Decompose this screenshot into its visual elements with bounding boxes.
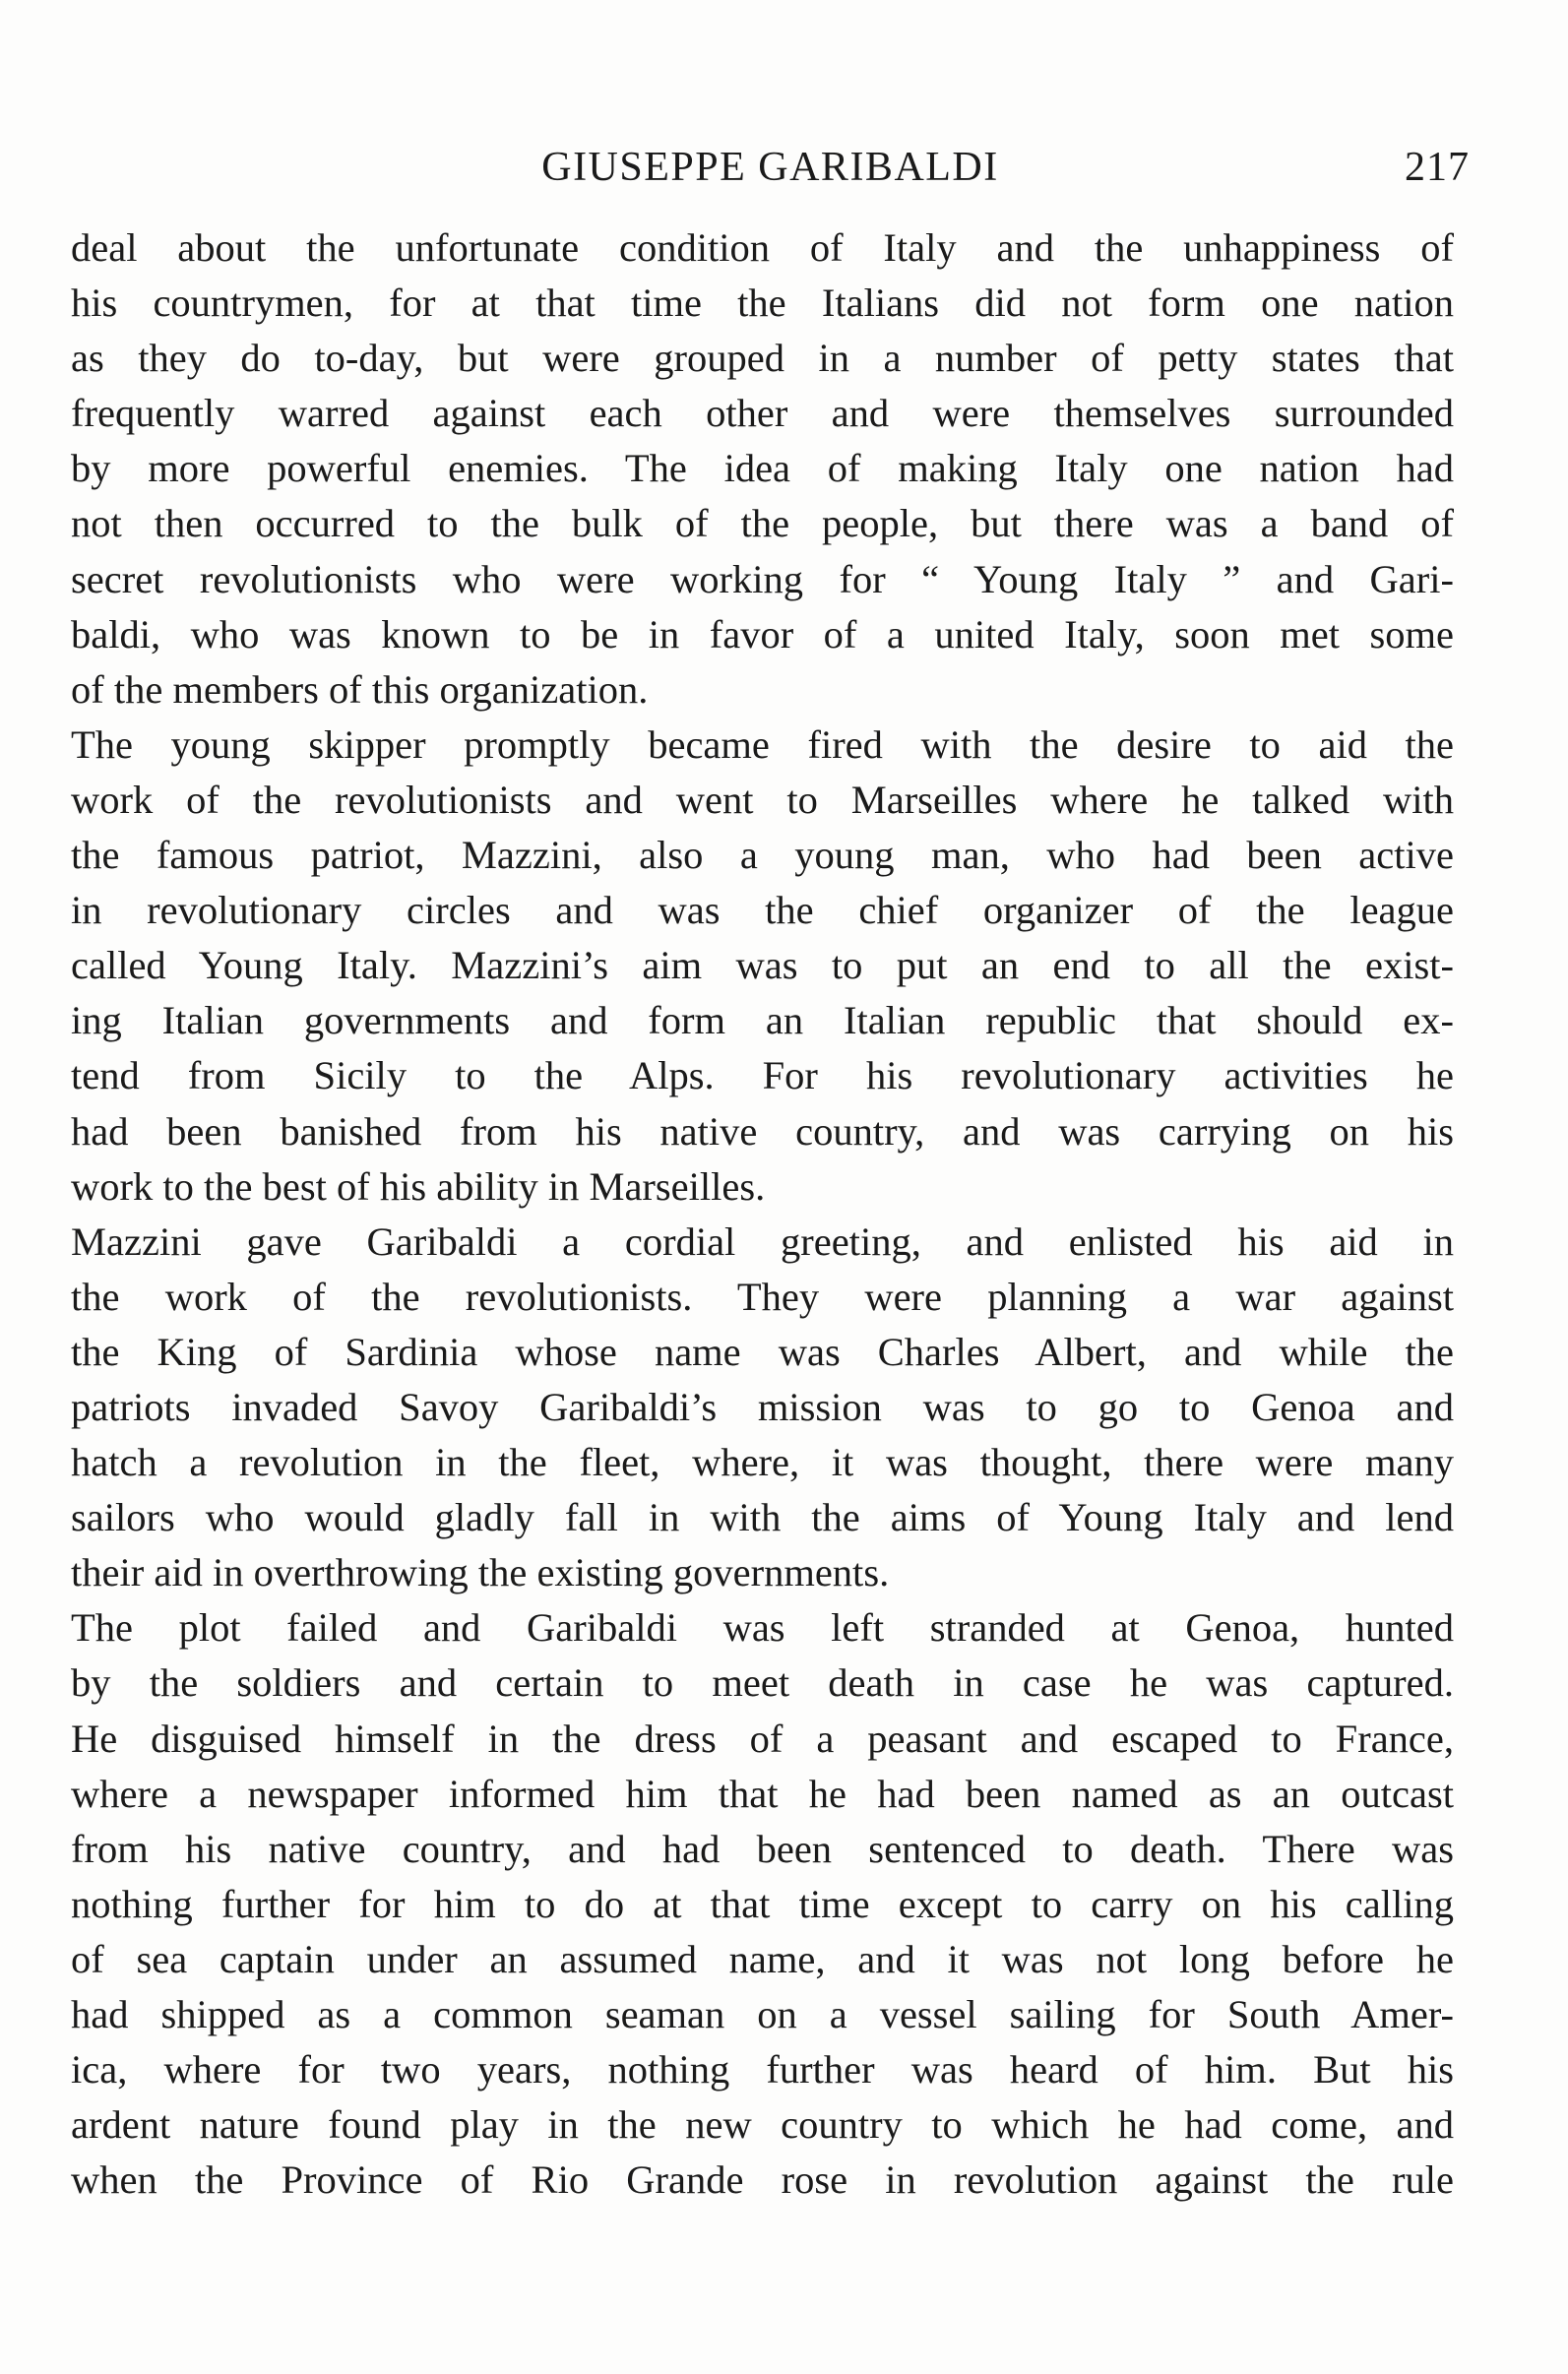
text-line: tend from Sicily to the Alps. For his revolutionary activities he (71, 1053, 1454, 1098)
text-line: work to the best of his ability in Marseilles. (71, 1163, 766, 1209)
text-line: his countrymen, for at that time the Italians did not form one nation (71, 281, 1454, 326)
text-line: the work of the revolutionists. They were planning a war against (71, 1274, 1454, 1319)
text-line: their aid in overthrowing the existing governments. (71, 1550, 890, 1595)
running-header (71, 138, 1470, 197)
text-line: had shipped as a common seaman on a vessel sailing for South Amer- (71, 1992, 1454, 2036)
text-line: in revolutionary circles and was the chief organizer of the league (71, 888, 1454, 933)
text-line: deal about the unfortunate condition of Italy and the unhappiness of (71, 225, 1454, 270)
running-title: GIUSEPPE GARIBALDI (541, 145, 999, 190)
paragraph-1 (71, 220, 1454, 718)
text-line: work of the revolutionists and went to Marseilles where he talked with (71, 777, 1454, 822)
page-number: 217 (1405, 145, 1470, 190)
text-line: as they do to-day, but were grouped in a number of petty states that (71, 336, 1454, 381)
body-text (71, 220, 1454, 2208)
text-line: when the Province of Rio Grande rose in revolution against the rule (71, 2157, 1454, 2203)
text-line: Mazzini gave Garibaldi a cordial greeting, and enlisted his aid in (71, 1218, 1454, 1264)
text-line: by the soldiers and certain to meet death in case he was captured. (71, 1660, 1454, 1706)
paragraph-3 (71, 1215, 1454, 1601)
text-line: baldi, who was known to be in favor of a united Italy, soon met some (71, 611, 1454, 656)
paragraph-4 (71, 1600, 1454, 2208)
text-line: where a newspaper informed him that he had been named as an outcast (71, 1771, 1454, 1816)
text-line: by more powerful enemies. The idea of making Italy one nation had (71, 446, 1454, 491)
text-line: from his native country, and had been sentenced to death. There was (71, 1826, 1454, 1871)
text-line: the famous patriot, Mazzini, also a young man, who had been active (71, 833, 1454, 878)
text-line: had been banished from his native country, and was carrying on his (71, 1108, 1454, 1154)
text-line: of the members of this organization. (71, 666, 649, 712)
text-line: The plot failed and Garibaldi was left stranded at Genoa, hunted (71, 1605, 1454, 1651)
text-line: not then occurred to the bulk of the people, but there was a band of (71, 501, 1454, 546)
text-line: He disguised himself in the dress of a peasant and escaped to France, (71, 1716, 1454, 1761)
text-line: patriots invaded Savoy Garibaldi’s mission was to go to Genoa and (71, 1384, 1454, 1429)
text-line: hatch a revolution in the fleet, where, it was thought, there were many (71, 1440, 1454, 1485)
text-line: of sea captain under an assumed name, and it was not long before he (71, 1936, 1454, 1981)
paragraph-2 (71, 718, 1454, 1215)
text-line: called Young Italy. Mazzini’s aim was to put an end to all the exist- (71, 943, 1454, 988)
text-line: the King of Sardinia whose name was Charles Albert, and while the (71, 1329, 1454, 1374)
text-line: ardent nature found play in the new country to which he had come, and (71, 2102, 1454, 2148)
text-line: frequently warred against each other and were themselves surrounded (71, 391, 1454, 436)
text-line: sailors who would gladly fall in with the aims of Young Italy and lend (71, 1495, 1454, 1540)
text-line: ica, where for two years, nothing further was heard of him. But his (71, 2047, 1454, 2093)
text-line: ing Italian governments and form an Italian republic that should ex- (71, 998, 1454, 1043)
text-line: secret revolutionists who were working for “ Young Italy ” and Gari- (71, 556, 1454, 601)
text-line: nothing further for him to do at that time except to carry on his calling (71, 1881, 1454, 1926)
text-line: The young skipper promptly became fired with the desire to aid the (71, 721, 1454, 767)
